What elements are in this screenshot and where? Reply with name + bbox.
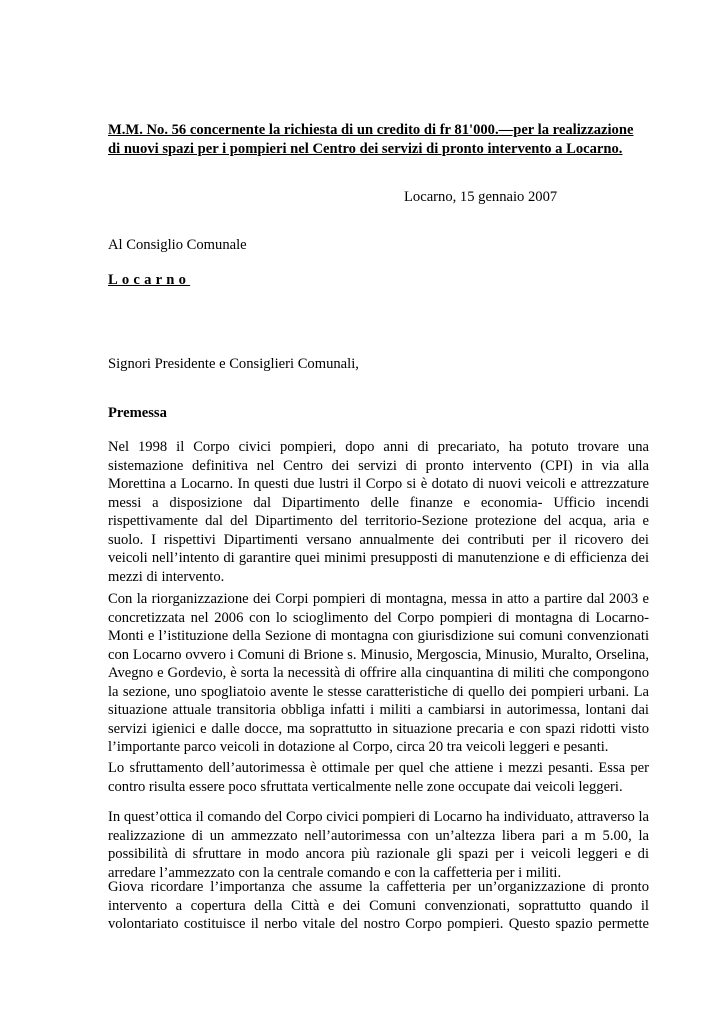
paragraph-line: Lo sfruttamento dell’autorimessa è ottimale per quel che attiene i mezzi pesanti. Essa per [108,760,649,776]
paragraph-line: contro risulta essere poco sfruttata verticalmente nelle zone occupate dai veicoli leggeri. [108,778,623,795]
paragraph-3 [108,759,649,796]
paragraph-line: messi a disposizione dal Dipartimento delle finanze e economia- Ufficio incendi [108,494,649,511]
document-title [108,121,649,159]
paragraph-line: Monti e l’istituzione della Sezione di montagna con giurisdizione sui comuni convenzionati [108,628,649,644]
paragraph-line: sistemazione definitiva nel Centro dei servizi di pronto intervento (CPI) in via alla [108,457,649,474]
paragraph-line: veicoli nell’intento di garantire quei minimi presupposti di manutenzione e di efficienza dei [108,550,649,566]
addressee-city: Locarno [108,272,191,288]
paragraph-line: Nel 1998 il Corpo civici pompieri, dopo anni di precariato, ha potuto trovare una [108,439,649,455]
paragraph-line: rispettivamente dal del Dipartimento del territorio-Sezione protezione del acqua, aria e [108,513,649,529]
paragraph-4 [108,808,649,882]
addressee: Al Consiglio Comunale [108,237,247,253]
salutation: Signori Presidente e Consiglieri Comunali, [108,356,359,372]
paragraph-line: Morettina a Locarno. In questi due lustri il Corpo si è dotato di nuovi veicoli e attrezzature [108,476,649,492]
paragraph-line: volontariato costituisce il nerbo vitale del nostro Corpo pompieri. Questo spazio permette [108,916,649,932]
paragraph-line: concretizzata nel 2006 con lo scioglimento del Corpo pompieri di montagna di Locarno- [108,609,649,626]
section-heading: Premessa [108,405,167,421]
paragraph-5 [108,878,649,934]
paragraph-2 [108,590,649,757]
paragraph-1 [108,438,649,586]
paragraph-line: Giova ricordare l’importanza che assume la caffetteria per un’organizzazione di pronto [108,879,649,895]
paragraph-line: Avegno e Gordevio, è sorta la necessità di offrire alla cinquantina di militi che compongono [108,665,649,681]
dateline: Locarno, 15 gennaio 2007 [404,189,558,205]
paragraph-line: la sezione, uno spogliatoio avente le stesse caratteristiche di quello dei pompieri urbani. La [108,683,649,700]
paragraph-line: Con la riorganizzazione dei Corpi pompieri di montagna, messa in atto a partire dal 2003 e [108,591,649,607]
paragraph-line: situazione attuale transitoria obbliga infatti i militi a cambiarsi in autorimessa, lontani dai [108,702,649,718]
paragraph-line: realizzazione di un ammezzato nell’autorimessa con un’altezza libera pari a m 5.00, la [108,827,649,844]
paragraph-line: mezzi di intervento. [108,568,225,585]
paragraph-line: arredare l’ammezzato con la centrale comando e con la caffetteria per i militi. [108,864,562,881]
paragraph-line: servizi igienici e dalle docce, ma soprattutto in situazione precaria e con spazi ridotti visto [108,720,649,737]
paragraph-line: suolo. I rispettivi Dipartimenti versano annualmente dei contributi per il ricovero dei [108,531,649,548]
paragraph-line: possibilità di sfruttare in modo ancora più razionale gli spazi per i veicoli leggeri e di [108,846,649,862]
paragraph-line: con Locarno ovvero i Comuni di Brione s. Minusio, Mergoscia, Minusio, Muralto, Orselina, [108,646,649,663]
title-line: di nuovi spazi per i pompieri nel Centro dei servizi di pronto intervento a Locarno. [108,141,623,157]
paragraph-line: l’importante parco veicoli in dotazione al Corpo, circa 20 tra veicoli leggeri e pesanti. [108,739,609,755]
paragraph-line: In quest’ottica il comando del Corpo civici pompieri di Locarno ha individuato, attraverso la [108,809,649,825]
title-line: M.M. No. 56 concernente la richiesta di un credito di fr 81'000.—per la realizzazione [108,122,634,138]
paragraph-line: intervento a copertura della Città e dei Comuni convenzionati, soprattutto quando il [108,897,649,914]
